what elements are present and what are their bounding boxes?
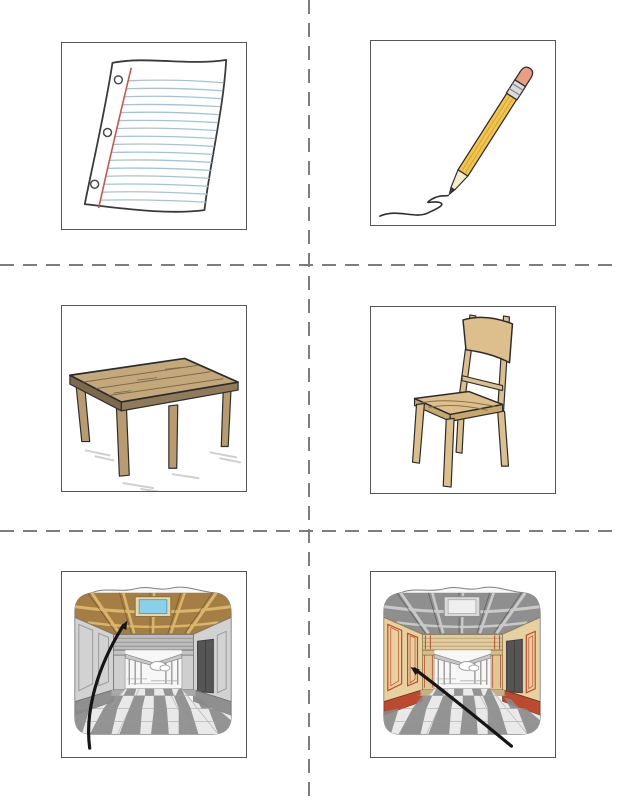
card-pencil (370, 40, 556, 226)
table-front-leg (116, 404, 129, 476)
left-pilaster (113, 650, 125, 690)
vertical-cutline (308, 0, 310, 800)
card-chair (370, 306, 556, 494)
pencil (444, 65, 535, 198)
interior-scene-wall-highlighted-illustration (371, 572, 555, 757)
skylight (139, 600, 167, 614)
skylight (448, 600, 476, 614)
table-back-leg (169, 405, 178, 468)
chair-illustration (371, 307, 555, 493)
ground-shadow (86, 450, 240, 491)
scene-art (75, 593, 231, 734)
table-right-leg (221, 386, 231, 446)
chair-cross-rail (462, 376, 503, 391)
chair-front-right-leg (443, 418, 454, 487)
paper-sheet (85, 60, 226, 212)
table (70, 358, 238, 476)
right-pilaster (182, 650, 194, 690)
table-illustration (62, 306, 246, 491)
chair-front-left-leg (413, 403, 425, 463)
card-wall (370, 571, 556, 758)
pencil-illustration (371, 41, 555, 225)
chair (413, 315, 513, 487)
pencil-scribble-line (380, 195, 448, 216)
interior-scene-ceiling-highlighted-illustration (62, 572, 246, 757)
card-paper (61, 42, 247, 230)
chair-back-right-leg (498, 410, 509, 466)
card-ceiling (61, 571, 247, 758)
lined-paper-illustration (62, 43, 246, 229)
scene-art (384, 593, 540, 734)
card-table (61, 305, 247, 492)
